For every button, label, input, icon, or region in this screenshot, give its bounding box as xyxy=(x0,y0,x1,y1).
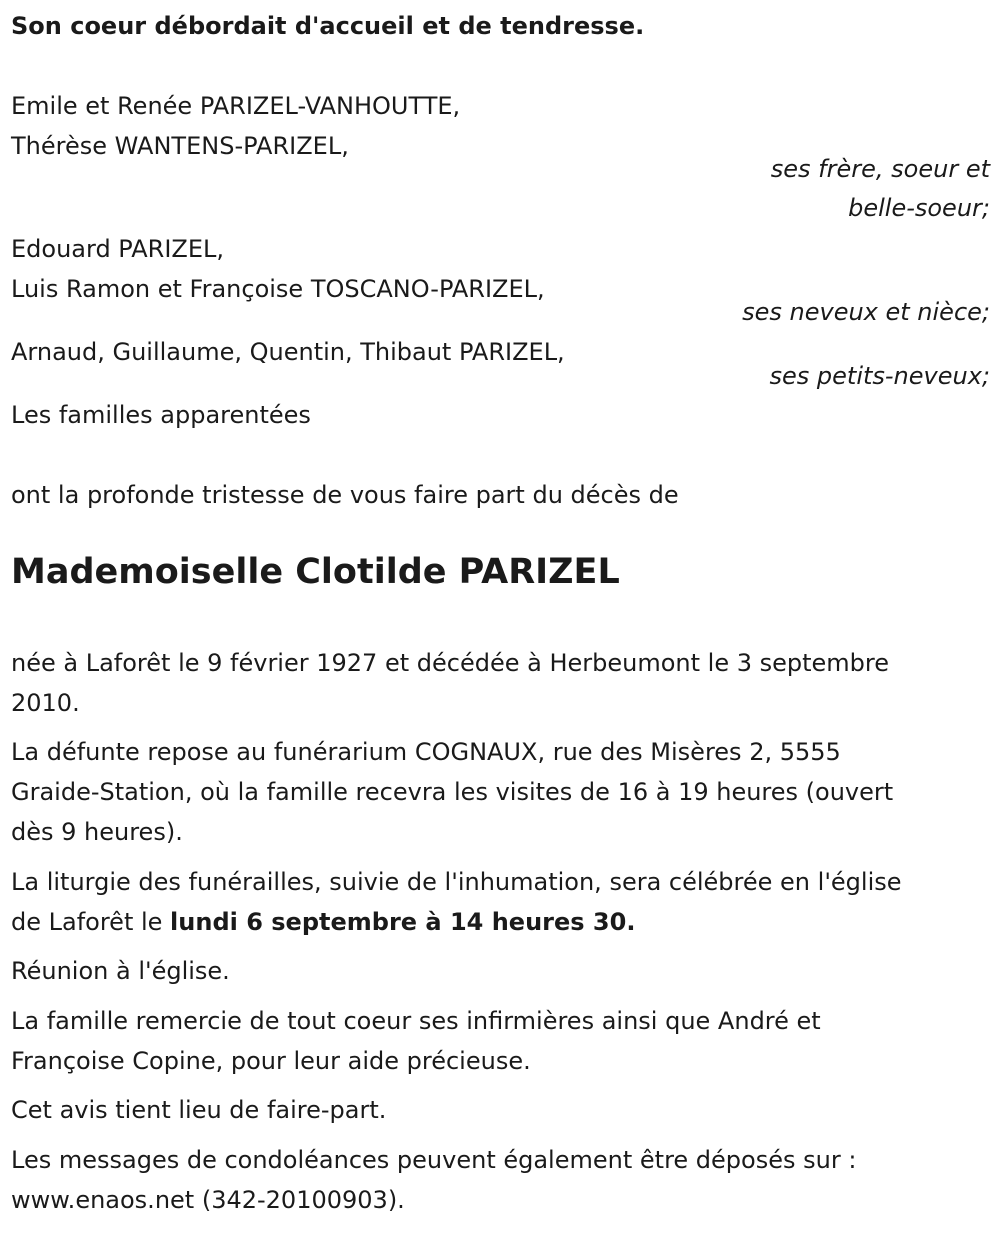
liturgy-line-2 xyxy=(11,902,635,942)
family-line-2: Thérèse WANTENS-PARIZEL, xyxy=(11,132,349,160)
liturgy-prefix: de Laforêt le xyxy=(11,908,171,936)
condolences-line-1: Les messages de condoléances peuvent également être déposés sur : xyxy=(11,1146,857,1174)
relation-nephews: ses neveux et nièce; xyxy=(742,298,990,326)
relation-siblings-2: belle-soeur; xyxy=(848,194,990,222)
family-line-5: Arnaud, Guillaume, Quentin, Thibaut PARIZEL, xyxy=(11,338,565,366)
thanks-line-1: La famille remercie de tout coeur ses infirmières ainsi que André et xyxy=(11,1007,821,1035)
funerarium-line-2: Graide-Station, où la famille recevra les visites de 16 à 19 heures (ouvert xyxy=(11,778,894,806)
family-line-1: Emile et Renée PARIZEL-VANHOUTTE, xyxy=(11,92,461,120)
funerarium-line-3: dès 9 heures). xyxy=(11,818,183,846)
liturgy-date-time: lundi 6 septembre à 14 heures 30. xyxy=(170,908,636,936)
birth-death-line-2: 2010. xyxy=(11,689,80,717)
birth-death-line-1: née à Laforêt le 9 février 1927 et décédée à Herbeumont le 3 septembre xyxy=(11,649,890,677)
liturgy-line-1: La liturgie des funérailles, suivie de l'inhumation, sera célébrée en l'église xyxy=(11,868,902,896)
condolences-line-2: www.enaos.net (342-20100903). xyxy=(11,1186,405,1214)
family-line-6: Les familles apparentées xyxy=(11,401,311,429)
announcement: ont la profonde tristesse de vous faire part du décès de xyxy=(11,481,679,509)
deceased-name: Mademoiselle Clotilde PARIZEL xyxy=(11,552,620,592)
family-line-3: Edouard PARIZEL, xyxy=(11,235,225,263)
meeting-note: Réunion à l'église. xyxy=(11,957,230,985)
family-line-4: Luis Ramon et Françoise TOSCANO-PARIZEL, xyxy=(11,275,545,303)
funerarium-line-1: La défunte repose au funérarium COGNAUX, rue des Misères 2, 5555 xyxy=(11,738,841,766)
relation-grand-nephews: ses petits-neveux; xyxy=(769,362,990,390)
relation-siblings-1: ses frère, soeur et xyxy=(770,155,990,183)
thanks-line-2: Françoise Copine, pour leur aide précieuse. xyxy=(11,1047,531,1075)
notice: Cet avis tient lieu de faire-part. xyxy=(11,1096,387,1124)
motto: Son coeur débordait d'accueil et de tendresse. xyxy=(11,12,645,40)
